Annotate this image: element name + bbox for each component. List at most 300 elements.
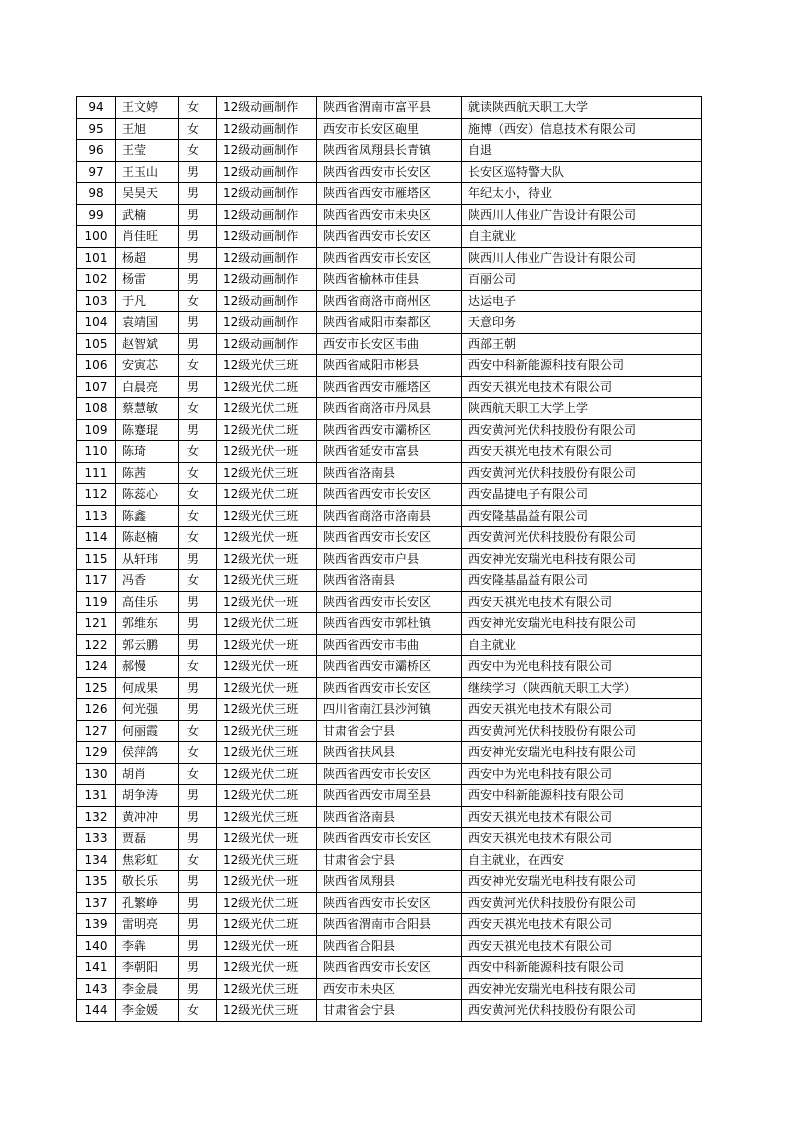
- class-cell: 12级光伏三班: [217, 806, 317, 828]
- class-cell: 12级光伏三班: [217, 1000, 317, 1022]
- table-row: [77, 97, 702, 119]
- gender-cell: 女: [179, 97, 217, 119]
- row-number-cell: 96: [77, 140, 116, 162]
- row-number-cell: 143: [77, 978, 116, 1000]
- table-row: [77, 591, 702, 613]
- hometown-cell: 陕西省西安市韦曲: [317, 634, 462, 656]
- row-number-cell: 141: [77, 957, 116, 979]
- table-row: [77, 226, 702, 248]
- hometown-cell: 陕西省扶风县: [317, 742, 462, 764]
- class-cell: 12级动画制作: [217, 140, 317, 162]
- hometown-cell: 陕西省渭南市合阳县: [317, 914, 462, 936]
- table-row: [77, 957, 702, 979]
- hometown-cell: 陕西省西安市长安区: [317, 763, 462, 785]
- gender-cell: 男: [179, 591, 217, 613]
- hometown-cell: 陕西省洛南县: [317, 462, 462, 484]
- table-row: [77, 161, 702, 183]
- destination-cell: 达运电子: [462, 290, 702, 312]
- table-row: [77, 312, 702, 334]
- class-cell: 12级光伏二班: [217, 892, 317, 914]
- hometown-cell: 陕西省西安市未央区: [317, 204, 462, 226]
- destination-cell: 陕西航天职工大学上学: [462, 398, 702, 420]
- table-row: [77, 140, 702, 162]
- destination-cell: 西部王朝: [462, 333, 702, 355]
- name-cell: 陈鑫: [116, 505, 179, 527]
- gender-cell: 男: [179, 183, 217, 205]
- gender-cell: 男: [179, 785, 217, 807]
- row-number-cell: 144: [77, 1000, 116, 1022]
- name-cell: 杨超: [116, 247, 179, 269]
- class-cell: 12级光伏一班: [217, 548, 317, 570]
- hometown-cell: 陕西省渭南市富平县: [317, 97, 462, 119]
- class-cell: 12级光伏二班: [217, 785, 317, 807]
- class-cell: 12级动画制作: [217, 204, 317, 226]
- gender-cell: 女: [179, 441, 217, 463]
- name-cell: 赵智斌: [116, 333, 179, 355]
- row-number-cell: 122: [77, 634, 116, 656]
- gender-cell: 女: [179, 763, 217, 785]
- destination-cell: 西安天祺光电技术有限公司: [462, 828, 702, 850]
- hometown-cell: 甘肃省会宁县: [317, 1000, 462, 1022]
- row-number-cell: 126: [77, 699, 116, 721]
- table-row: [77, 613, 702, 635]
- gender-cell: 男: [179, 312, 217, 334]
- name-cell: 雷明亮: [116, 914, 179, 936]
- gender-cell: 男: [179, 333, 217, 355]
- name-cell: 贾磊: [116, 828, 179, 850]
- class-cell: 12级光伏一班: [217, 527, 317, 549]
- gender-cell: 女: [179, 140, 217, 162]
- destination-cell: 西安中科新能源科技有限公司: [462, 957, 702, 979]
- destination-cell: 西安中科新能源科技有限公司: [462, 355, 702, 377]
- class-cell: 12级光伏一班: [217, 591, 317, 613]
- destination-cell: 西安中为光电科技有限公司: [462, 656, 702, 678]
- name-cell: 何成果: [116, 677, 179, 699]
- destination-cell: 年纪太小，待业: [462, 183, 702, 205]
- table-row: [77, 247, 702, 269]
- class-cell: 12级动画制作: [217, 226, 317, 248]
- hometown-cell: 陕西省商洛市丹凤县: [317, 398, 462, 420]
- gender-cell: 男: [179, 161, 217, 183]
- class-cell: 12级光伏一班: [217, 656, 317, 678]
- hometown-cell: 陕西省咸阳市彬县: [317, 355, 462, 377]
- gender-cell: 男: [179, 935, 217, 957]
- class-cell: 12级动画制作: [217, 183, 317, 205]
- name-cell: 侯萍鸽: [116, 742, 179, 764]
- destination-cell: 西安神光安瑞光电科技有限公司: [462, 548, 702, 570]
- class-cell: 12级光伏二班: [217, 398, 317, 420]
- row-number-cell: 134: [77, 849, 116, 871]
- table-row: [77, 785, 702, 807]
- gender-cell: 女: [179, 484, 217, 506]
- name-cell: 陈茜: [116, 462, 179, 484]
- table-row: [77, 806, 702, 828]
- destination-cell: 西安晶捷电子有限公司: [462, 484, 702, 506]
- name-cell: 郝慢: [116, 656, 179, 678]
- class-cell: 12级光伏三班: [217, 505, 317, 527]
- class-cell: 12级光伏三班: [217, 849, 317, 871]
- name-cell: 李金媛: [116, 1000, 179, 1022]
- destination-cell: 西安天祺光电技术有限公司: [462, 935, 702, 957]
- table-row: [77, 871, 702, 893]
- gender-cell: 男: [179, 677, 217, 699]
- gender-cell: 男: [179, 204, 217, 226]
- class-cell: 12级光伏二班: [217, 763, 317, 785]
- hometown-cell: 陕西省洛南县: [317, 806, 462, 828]
- gender-cell: 男: [179, 699, 217, 721]
- gender-cell: 女: [179, 118, 217, 140]
- gender-cell: 女: [179, 290, 217, 312]
- table-row: [77, 849, 702, 871]
- gender-cell: 男: [179, 613, 217, 635]
- table-row: [77, 183, 702, 205]
- row-number-cell: 139: [77, 914, 116, 936]
- gender-cell: 女: [179, 720, 217, 742]
- student-employment-table: [76, 96, 702, 1022]
- table-row: [77, 376, 702, 398]
- row-number-cell: 99: [77, 204, 116, 226]
- row-number-cell: 102: [77, 269, 116, 291]
- class-cell: 12级光伏二班: [217, 484, 317, 506]
- gender-cell: 女: [179, 505, 217, 527]
- row-number-cell: 125: [77, 677, 116, 699]
- row-number-cell: 110: [77, 441, 116, 463]
- table-row: [77, 763, 702, 785]
- class-cell: 12级光伏三班: [217, 699, 317, 721]
- destination-cell: 西安天祺光电技术有限公司: [462, 914, 702, 936]
- name-cell: 王玉山: [116, 161, 179, 183]
- destination-cell: 西安神光安瑞光电科技有限公司: [462, 613, 702, 635]
- gender-cell: 女: [179, 1000, 217, 1022]
- table-row: [77, 419, 702, 441]
- row-number-cell: 127: [77, 720, 116, 742]
- table-row: [77, 548, 702, 570]
- destination-cell: 西安隆基晶益有限公司: [462, 505, 702, 527]
- hometown-cell: 陕西省西安市灞桥区: [317, 419, 462, 441]
- gender-cell: 女: [179, 355, 217, 377]
- destination-cell: 长安区巡特警大队: [462, 161, 702, 183]
- gender-cell: 男: [179, 914, 217, 936]
- gender-cell: 男: [179, 957, 217, 979]
- row-number-cell: 140: [77, 935, 116, 957]
- row-number-cell: 104: [77, 312, 116, 334]
- table-row: [77, 892, 702, 914]
- class-cell: 12级动画制作: [217, 290, 317, 312]
- hometown-cell: 陕西省西安市长安区: [317, 828, 462, 850]
- hometown-cell: 陕西省商洛市洛南县: [317, 505, 462, 527]
- class-cell: 12级光伏二班: [217, 613, 317, 635]
- table-row: [77, 355, 702, 377]
- row-number-cell: 100: [77, 226, 116, 248]
- class-cell: 12级动画制作: [217, 333, 317, 355]
- destination-cell: 自主就业，在西安: [462, 849, 702, 871]
- name-cell: 陈蕊心: [116, 484, 179, 506]
- table-row: [77, 656, 702, 678]
- table-row: [77, 333, 702, 355]
- row-number-cell: 135: [77, 871, 116, 893]
- destination-cell: 西安黄河光伏科技股份有限公司: [462, 1000, 702, 1022]
- row-number-cell: 112: [77, 484, 116, 506]
- hometown-cell: 陕西省西安市周至县: [317, 785, 462, 807]
- row-number-cell: 108: [77, 398, 116, 420]
- class-cell: 12级光伏二班: [217, 914, 317, 936]
- table-row: [77, 914, 702, 936]
- name-cell: 武楠: [116, 204, 179, 226]
- hometown-cell: 陕西省洛南县: [317, 570, 462, 592]
- row-number-cell: 119: [77, 591, 116, 613]
- destination-cell: 西安中为光电科技有限公司: [462, 763, 702, 785]
- table-row: [77, 118, 702, 140]
- destination-cell: 施博（西安）信息技术有限公司: [462, 118, 702, 140]
- destination-cell: 西安天祺光电技术有限公司: [462, 699, 702, 721]
- table-row: [77, 484, 702, 506]
- row-number-cell: 113: [77, 505, 116, 527]
- destination-cell: 西安隆基晶益有限公司: [462, 570, 702, 592]
- row-number-cell: 98: [77, 183, 116, 205]
- hometown-cell: 陕西省西安市长安区: [317, 527, 462, 549]
- gender-cell: 男: [179, 419, 217, 441]
- hometown-cell: 陕西省西安市户县: [317, 548, 462, 570]
- gender-cell: 女: [179, 527, 217, 549]
- class-cell: 12级光伏三班: [217, 355, 317, 377]
- row-number-cell: 106: [77, 355, 116, 377]
- class-cell: 12级光伏三班: [217, 742, 317, 764]
- gender-cell: 男: [179, 892, 217, 914]
- name-cell: 陈蹇琨: [116, 419, 179, 441]
- row-number-cell: 101: [77, 247, 116, 269]
- gender-cell: 男: [179, 806, 217, 828]
- name-cell: 王旭: [116, 118, 179, 140]
- name-cell: 李金晨: [116, 978, 179, 1000]
- gender-cell: 女: [179, 656, 217, 678]
- row-number-cell: 137: [77, 892, 116, 914]
- row-number-cell: 121: [77, 613, 116, 635]
- hometown-cell: 陕西省西安市雁塔区: [317, 183, 462, 205]
- row-number-cell: 105: [77, 333, 116, 355]
- gender-cell: 男: [179, 828, 217, 850]
- hometown-cell: 陕西省西安市雁塔区: [317, 376, 462, 398]
- table-row: [77, 570, 702, 592]
- class-cell: 12级动画制作: [217, 118, 317, 140]
- class-cell: 12级光伏一班: [217, 634, 317, 656]
- destination-cell: 西安黄河光伏科技股份有限公司: [462, 527, 702, 549]
- table-row: [77, 204, 702, 226]
- name-cell: 胡肖: [116, 763, 179, 785]
- name-cell: 焦彩虹: [116, 849, 179, 871]
- name-cell: 高佳乐: [116, 591, 179, 613]
- hometown-cell: 甘肃省会宁县: [317, 849, 462, 871]
- destination-cell: 西安黄河光伏科技股份有限公司: [462, 892, 702, 914]
- class-cell: 12级光伏一班: [217, 828, 317, 850]
- class-cell: 12级光伏三班: [217, 570, 317, 592]
- destination-cell: 天意印务: [462, 312, 702, 334]
- name-cell: 郭维东: [116, 613, 179, 635]
- row-number-cell: 103: [77, 290, 116, 312]
- table-row: [77, 1000, 702, 1022]
- row-number-cell: 109: [77, 419, 116, 441]
- table-row: [77, 935, 702, 957]
- row-number-cell: 132: [77, 806, 116, 828]
- class-cell: 12级光伏二班: [217, 419, 317, 441]
- table-row: [77, 505, 702, 527]
- destination-cell: 自退: [462, 140, 702, 162]
- hometown-cell: 陕西省西安市长安区: [317, 161, 462, 183]
- destination-cell: 西安天祺光电技术有限公司: [462, 806, 702, 828]
- hometown-cell: 西安市未央区: [317, 978, 462, 1000]
- destination-cell: 西安天祺光电技术有限公司: [462, 441, 702, 463]
- name-cell: 安寅芯: [116, 355, 179, 377]
- class-cell: 12级动画制作: [217, 161, 317, 183]
- class-cell: 12级光伏一班: [217, 441, 317, 463]
- hometown-cell: 陕西省商洛市商州区: [317, 290, 462, 312]
- name-cell: 于凡: [116, 290, 179, 312]
- destination-cell: 百丽公司: [462, 269, 702, 291]
- table-row: [77, 462, 702, 484]
- class-cell: 12级光伏三班: [217, 978, 317, 1000]
- table-row: [77, 290, 702, 312]
- name-cell: 袁靖国: [116, 312, 179, 334]
- row-number-cell: 129: [77, 742, 116, 764]
- name-cell: 敬长乐: [116, 871, 179, 893]
- name-cell: 肖佳旺: [116, 226, 179, 248]
- table-row: [77, 699, 702, 721]
- destination-cell: 西安神光安瑞光电科技有限公司: [462, 978, 702, 1000]
- name-cell: 陈琦: [116, 441, 179, 463]
- class-cell: 12级光伏一班: [217, 935, 317, 957]
- hometown-cell: 陕西省榆林市佳县: [317, 269, 462, 291]
- destination-cell: 西安黄河光伏科技股份有限公司: [462, 720, 702, 742]
- name-cell: 吴昊天: [116, 183, 179, 205]
- class-cell: 12级光伏一班: [217, 871, 317, 893]
- destination-cell: 自主就业: [462, 634, 702, 656]
- destination-cell: 西安天祺光电技术有限公司: [462, 376, 702, 398]
- gender-cell: 男: [179, 634, 217, 656]
- hometown-cell: 甘肃省会宁县: [317, 720, 462, 742]
- name-cell: 何光强: [116, 699, 179, 721]
- gender-cell: 男: [179, 548, 217, 570]
- table-row: [77, 978, 702, 1000]
- hometown-cell: 西安市长安区砲里: [317, 118, 462, 140]
- destination-cell: 陕西川人伟业广告设计有限公司: [462, 204, 702, 226]
- hometown-cell: 陕西省西安市长安区: [317, 484, 462, 506]
- name-cell: 杨雷: [116, 269, 179, 291]
- destination-cell: 继续学习（陕西航天职工大学）: [462, 677, 702, 699]
- hometown-cell: 陕西省西安市长安区: [317, 957, 462, 979]
- name-cell: 王文婷: [116, 97, 179, 119]
- hometown-cell: 西安市长安区韦曲: [317, 333, 462, 355]
- hometown-cell: 陕西省延安市富县: [317, 441, 462, 463]
- class-cell: 12级光伏三班: [217, 720, 317, 742]
- hometown-cell: 陕西省合阳县: [317, 935, 462, 957]
- name-cell: 蔡慧敏: [116, 398, 179, 420]
- class-cell: 12级光伏三班: [217, 462, 317, 484]
- destination-cell: 自主就业: [462, 226, 702, 248]
- table-row: [77, 634, 702, 656]
- hometown-cell: 陕西省西安市郭杜镇: [317, 613, 462, 635]
- hometown-cell: 陕西省凤翔县长青镇: [317, 140, 462, 162]
- gender-cell: 女: [179, 849, 217, 871]
- row-number-cell: 130: [77, 763, 116, 785]
- hometown-cell: 陕西省咸阳市秦都区: [317, 312, 462, 334]
- destination-cell: 西安神光安瑞光电科技有限公司: [462, 871, 702, 893]
- row-number-cell: 124: [77, 656, 116, 678]
- class-cell: 12级动画制作: [217, 312, 317, 334]
- hometown-cell: 四川省南江县沙河镇: [317, 699, 462, 721]
- hometown-cell: 陕西省西安市长安区: [317, 677, 462, 699]
- hometown-cell: 陕西省西安市长安区: [317, 226, 462, 248]
- table-row: [77, 398, 702, 420]
- destination-cell: 西安天祺光电技术有限公司: [462, 591, 702, 613]
- name-cell: 何丽霞: [116, 720, 179, 742]
- class-cell: 12级光伏一班: [217, 677, 317, 699]
- row-number-cell: 133: [77, 828, 116, 850]
- hometown-cell: 陕西省西安市灞桥区: [317, 656, 462, 678]
- gender-cell: 男: [179, 247, 217, 269]
- hometown-cell: 陕西省凤翔县: [317, 871, 462, 893]
- class-cell: 12级光伏一班: [217, 957, 317, 979]
- name-cell: 冯香: [116, 570, 179, 592]
- table-row: [77, 441, 702, 463]
- gender-cell: 男: [179, 376, 217, 398]
- destination-cell: 西安黄河光伏科技股份有限公司: [462, 419, 702, 441]
- destination-cell: 就读陕西航天职工大学: [462, 97, 702, 119]
- hometown-cell: 陕西省西安市长安区: [317, 591, 462, 613]
- gender-cell: 女: [179, 398, 217, 420]
- row-number-cell: 97: [77, 161, 116, 183]
- destination-cell: 西安黄河光伏科技股份有限公司: [462, 462, 702, 484]
- name-cell: 胡争涛: [116, 785, 179, 807]
- row-number-cell: 131: [77, 785, 116, 807]
- name-cell: 李朝阳: [116, 957, 179, 979]
- name-cell: 黄冲冲: [116, 806, 179, 828]
- row-number-cell: 114: [77, 527, 116, 549]
- destination-cell: 西安神光安瑞光电科技有限公司: [462, 742, 702, 764]
- gender-cell: 男: [179, 978, 217, 1000]
- gender-cell: 男: [179, 871, 217, 893]
- table-row: [77, 677, 702, 699]
- table-row: [77, 527, 702, 549]
- name-cell: 白晨亮: [116, 376, 179, 398]
- row-number-cell: 107: [77, 376, 116, 398]
- class-cell: 12级动画制作: [217, 247, 317, 269]
- row-number-cell: 117: [77, 570, 116, 592]
- row-number-cell: 111: [77, 462, 116, 484]
- table-row: [77, 742, 702, 764]
- table-row: [77, 269, 702, 291]
- gender-cell: 女: [179, 742, 217, 764]
- name-cell: 从轩玮: [116, 548, 179, 570]
- name-cell: 郭云鹏: [116, 634, 179, 656]
- name-cell: 王莹: [116, 140, 179, 162]
- gender-cell: 女: [179, 570, 217, 592]
- table-row: [77, 720, 702, 742]
- destination-cell: 西安中科新能源科技有限公司: [462, 785, 702, 807]
- class-cell: 12级光伏二班: [217, 376, 317, 398]
- hometown-cell: 陕西省西安市长安区: [317, 247, 462, 269]
- gender-cell: 女: [179, 462, 217, 484]
- name-cell: 孔繁峥: [116, 892, 179, 914]
- table-row: [77, 828, 702, 850]
- destination-cell: 陕西川人伟业广告设计有限公司: [462, 247, 702, 269]
- name-cell: 陈赵楠: [116, 527, 179, 549]
- gender-cell: 男: [179, 269, 217, 291]
- name-cell: 李犇: [116, 935, 179, 957]
- class-cell: 12级动画制作: [217, 269, 317, 291]
- row-number-cell: 95: [77, 118, 116, 140]
- row-number-cell: 115: [77, 548, 116, 570]
- hometown-cell: 陕西省西安市长安区: [317, 892, 462, 914]
- row-number-cell: 94: [77, 97, 116, 119]
